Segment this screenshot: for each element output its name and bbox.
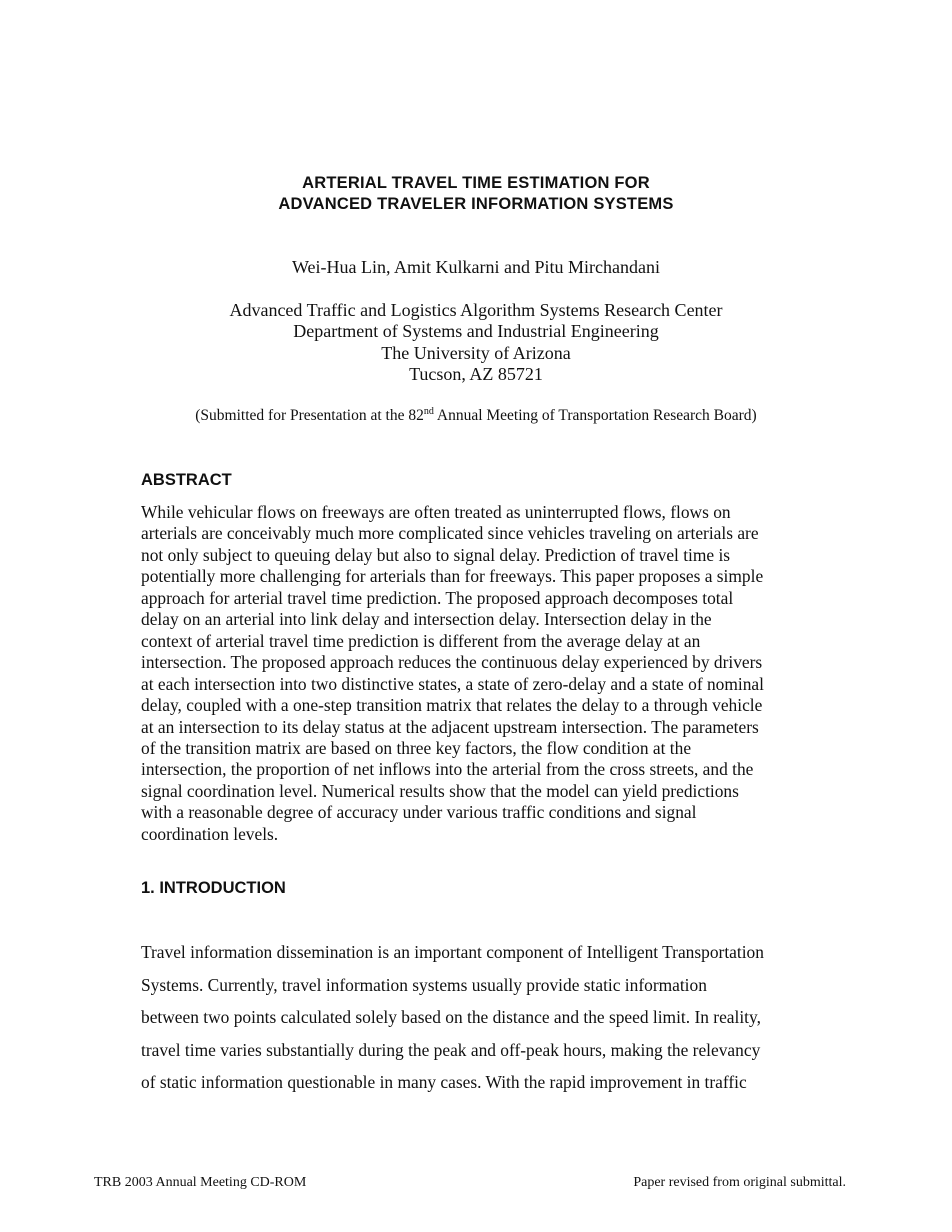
submission-prefix: (Submitted for Presentation at the 82 — [195, 407, 424, 424]
abstract-line: at each intersection into two distinctive states, a state of zero-delay and a state of nominal — [141, 673, 764, 694]
affiliation-university: The University of Arizona — [381, 343, 571, 363]
introduction-line: Travel information dissemination is an important component of Intelligent Transportation — [141, 942, 764, 962]
abstract-line: at an intersection to its delay status at the adjacent upstream intersection. The parameters — [141, 716, 759, 737]
affiliation-department: Department of Systems and Industrial Engineering — [293, 321, 659, 341]
paper-title-line-2: ADVANCED TRAVELER INFORMATION SYSTEMS — [278, 195, 674, 213]
introduction-line: Systems. Currently, travel information systems usually provide static information — [141, 974, 707, 995]
abstract-line: delay, coupled with a one-step transition matrix that relates the delay to a through vehicle — [141, 695, 763, 716]
affiliation-address: Tucson, AZ 85721 — [409, 364, 543, 384]
introduction-line: of static information questionable in many cases. With the rapid improvement in traffic — [141, 1072, 747, 1092]
submission-superscript: nd — [423, 406, 434, 417]
abstract-line: intersection, the proportion of net inflows into the arterial from the cross streets, and the — [141, 759, 754, 780]
authors: Wei-Hua Lin, Amit Kulkarni and Pitu Mirchandani — [292, 257, 660, 277]
footer-right: Paper revised from original submittal. — [633, 1175, 846, 1190]
paper-title-line-1: ARTERIAL TRAVEL TIME ESTIMATION FOR — [302, 174, 650, 192]
abstract-line: While vehicular flows on freeways are often treated as uninterrupted flows, flows on — [141, 502, 731, 522]
abstract-body — [141, 502, 831, 845]
abstract-line: not only subject to queuing delay but also to signal delay. Prediction of travel time is — [141, 544, 731, 565]
abstract-line: delay on an arterial into link delay and intersection delay. Intersection delay in the — [141, 609, 712, 630]
affiliation-center: Advanced Traffic and Logistics Algorithm Systems Research Center — [229, 300, 723, 320]
abstract-heading: ABSTRACT — [141, 471, 232, 489]
abstract-line: potentially more challenging for arterials than for freeways. This paper proposes a simple — [141, 566, 764, 587]
abstract-line: of the transition matrix are based on three key factors, the flow condition at the — [141, 737, 692, 758]
abstract-line: coordination levels. — [141, 823, 279, 844]
submission-note — [0, 406, 952, 426]
abstract-line: arterials are conceivably much more complicated since vehicles traveling on arterials are — [141, 523, 759, 544]
abstract-line: context of arterial travel time prediction is different from the average delay at an — [141, 630, 701, 651]
abstract-line: intersection. The proposed approach reduces the continuous delay experienced by drivers — [141, 652, 763, 673]
submission-suffix: Annual Meeting of Transportation Research Board) — [433, 407, 757, 424]
introduction-body — [141, 936, 831, 1099]
abstract-line: signal coordination level. Numerical results show that the model can yield predictions — [141, 780, 739, 801]
abstract-line: approach for arterial travel time prediction. The proposed approach decomposes total — [141, 587, 734, 608]
introduction-line: between two points calculated solely based on the distance and the speed limit. In reality, — [141, 1007, 761, 1027]
abstract-line: with a reasonable degree of accuracy under various traffic conditions and signal — [141, 802, 697, 823]
introduction-line: travel time varies substantially during the peak and off-peak hours, making the relevancy — [141, 1039, 761, 1060]
footer-left: TRB 2003 Annual Meeting CD-ROM — [94, 1175, 307, 1190]
introduction-heading: 1. INTRODUCTION — [141, 879, 286, 897]
